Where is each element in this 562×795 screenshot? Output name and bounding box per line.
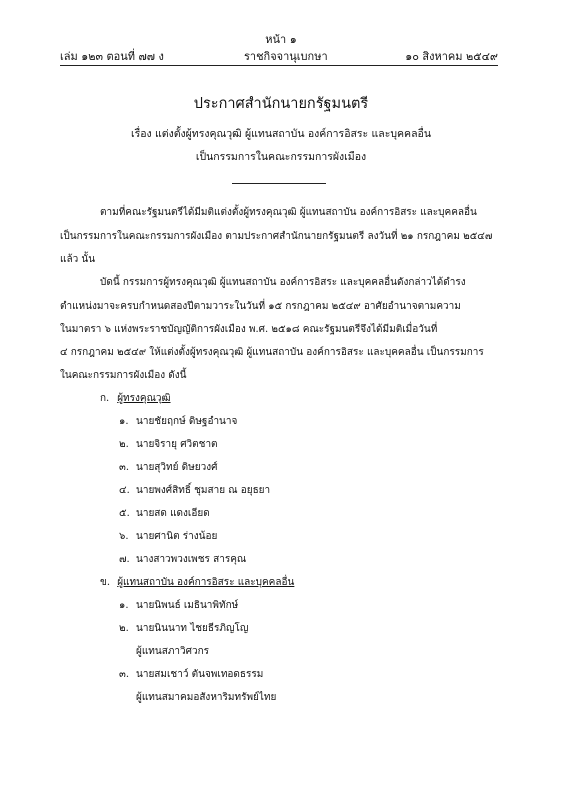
section-b-heading [100, 575, 294, 590]
item-name: นายนินนาท ไชยธีรภิญโญ [136, 623, 249, 634]
item-number: ๗. [119, 554, 130, 565]
section-b-label: ข. [100, 577, 111, 588]
list-item [119, 598, 238, 613]
item-name: นายพงศ์สิทธิ์ ชุมสาย ณ อยุธยา [136, 485, 271, 496]
volume-issue: เล่ม ๑๒๓ ตอนที่ ๗๗ ง [60, 50, 164, 63]
list-item [119, 506, 210, 521]
subject-line-2: เป็นกรรมการในคณะกรรมการผังเมือง [195, 151, 367, 163]
paragraph-2-line: บัดนี้ กรรมการผู้ทรงคุณวุฒิ ผู้แทนสถาบัน องค์การอิสระ และบุคคลอื่นดังกล่าวได้ดำรง [100, 277, 466, 288]
list-item [119, 460, 217, 475]
list-item [119, 483, 270, 498]
section-a-label: ก. [100, 393, 110, 404]
item-name: นายชัยฤกษ์ ดิษฐอำนาจ [136, 416, 238, 427]
item-number: ๑. [119, 600, 129, 611]
list-item [119, 437, 218, 452]
paragraph-1-line: ตามที่คณะรัฐมนตรีได้มีมติแต่งตั้งผู้ทรงคุณวุฒิ ผู้แทนสถาบัน องค์การอิสระ และบุคคลอื่น [100, 207, 477, 218]
gazette-name: ราชกิจจานุเบกษา [244, 50, 328, 63]
paragraph-2-line: ๔ กรกฎาคม ๒๕๔๙ ให้แต่งตั้งผู้ทรงคุณวุฒิ ผู้แทนสถาบัน องค์การอิสระ และบุคคลอื่น เป็นกรรมการ [60, 347, 484, 358]
paragraph-1-line: แล้ว นั้น [60, 254, 96, 265]
paragraph-1-line: เป็นกรรมการในคณะกรรมการผังเมือง ตามประกาศสำนักนายกรัฐมนตรี ลงวันที่ ๒๑ กรกฎาคม ๒๕๔๗ [60, 231, 493, 242]
item-name: นายสด แดงเอียด [136, 508, 210, 519]
list-item [119, 552, 246, 567]
paragraph-2-line: ในคณะกรรมการผังเมือง ดังนี้ [60, 370, 187, 381]
item-name: นายนิพนธ์ เมธินาพิทักษ์ [136, 600, 239, 611]
paragraph-2-line: ตำแหน่งมาจะครบกำหนดสองปีตามวาระในวันที่ ๑๕ กรกฎาคม ๒๕๔๙ อาศัยอำนาจตามความ [60, 301, 461, 312]
list-item [119, 414, 237, 429]
item-number: ๑. [119, 416, 129, 427]
item-number: ๒. [119, 439, 129, 450]
page-number: หน้า ๑ [265, 33, 297, 46]
title-separator [232, 183, 326, 184]
section-a-title: ผู้ทรงคุณวุฒิ [117, 393, 171, 404]
item-number: ๖. [119, 531, 129, 542]
subject-line-1: เรื่อง แต่งตั้งผู้ทรงคุณวุฒิ ผู้แทนสถาบัน องค์การอิสระ และบุคคลอื่น [131, 128, 431, 140]
paragraph-2-line: ในมาตรา ๖ แห่งพระราชบัญญัติการผังเมือง พ.ศ. ๒๕๑๘ คณะรัฐมนตรีจึงได้มีมติเมื่อวันที่ [60, 324, 438, 335]
list-item [119, 621, 248, 636]
section-a-heading [100, 391, 171, 406]
announcement-title: ประกาศสำนักนายกรัฐมนตรี [193, 96, 369, 112]
item-name: นายจิรายุ ศวิตชาต [136, 439, 218, 450]
item-name: นายสุวิทย์ ดิษยวงศ์ [136, 462, 218, 473]
item-number: ๔. [119, 485, 130, 496]
item-number: ๓. [119, 669, 130, 680]
section-b-title: ผู้แทนสถาบัน องค์การอิสระ และบุคคลอื่น [117, 577, 295, 588]
item-number: ๓. [119, 462, 130, 473]
item-number: ๕. [119, 508, 130, 519]
item-name: นายสมเชาว์ ตันจพเทอดธรรม [136, 669, 264, 680]
item-role: ผู้แทนสมาคมอสังหาริมทรัพย์ไทย [136, 692, 277, 703]
item-role: ผู้แทนสภาวิศวกร [136, 646, 210, 657]
item-name: นายศานิต ร่างน้อย [136, 531, 218, 542]
list-item [119, 667, 263, 682]
item-name: นางสาวพวงเพชร สารคุณ [136, 554, 247, 565]
publication-date: ๑๐ สิงหาคม ๒๕๔๙ [405, 50, 498, 63]
item-number: ๒. [119, 623, 129, 634]
header-rule [60, 65, 498, 66]
list-item [119, 529, 217, 544]
